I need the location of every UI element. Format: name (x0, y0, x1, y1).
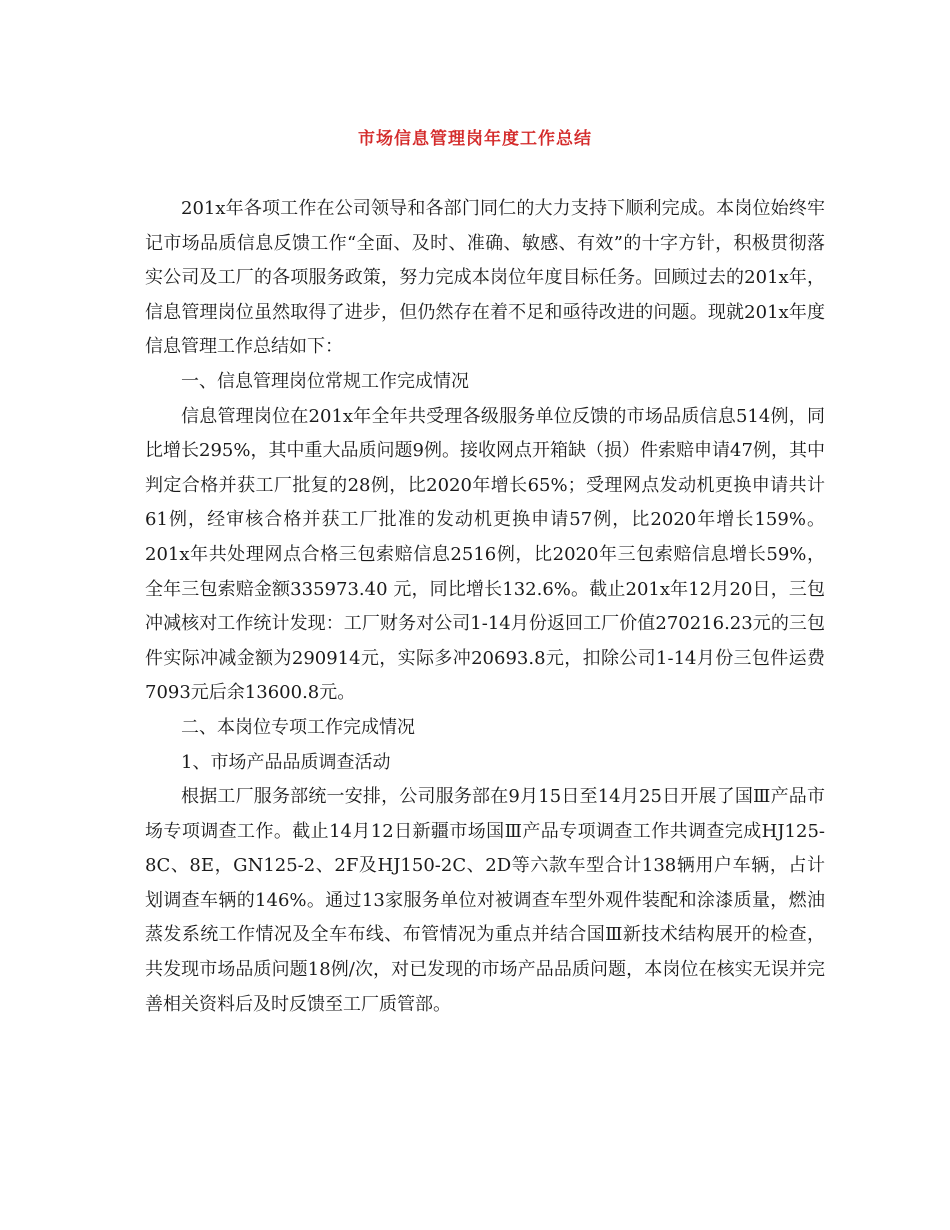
paragraph-intro: 201x年各项工作在公司领导和各部门同仁的大力支持下顺利完成。本岗位始终牢记市场品质信息反馈工作“全面、及时、准确、敏感、有效”的十字方针，积极贯彻落实公司及工厂的各项服务政策，努力完成本岗位年度目标任务。回顾过去的201x年，信息管理岗位虽然取得了进步，但仍然存在着不足和亟待改进的问题。现就201x年度信息管理工作总结如下： (145, 198, 825, 358)
subsection-heading-1: 1、市场产品品质调查活动 (181, 751, 391, 773)
document-body (145, 192, 825, 1022)
paragraph-subsection-1: 根据工厂服务部统一安排，公司服务部在9月15日至14月25日开展了国Ⅲ产品市场专项调查工作。截止14月12日新疆市场国Ⅲ产品专项调查工作共调查完成HJ125-8C、8E，GN125-2、2F及HJ150-2C、2D等六款车型合计138辆用户车辆，占计划调查车辆的146%。通过13家服务单位对被调查车型外观件装配和涂漆质量，燃油蒸发系统工作情况及全车布线、布管情况为重点并结合国Ⅲ新技术结构展开的检查，共发现市场品质问题18例/次，对已发现的市场产品品质问题，本岗位在核实无误并完善相关资料后及时反馈至工厂质管部。 (145, 786, 825, 1015)
section-heading-1: 一、信息管理岗位常规工作完成情况 (181, 370, 469, 392)
paragraph-section-1: 信息管理岗位在201x年全年共受理各级服务单位反馈的市场品质信息514例，同比增长295%，其中重大品质问题9例。接收网点开箱缺（损）件索赔申请47例，其中判定合格并获工厂批复的28例，比2020年增长65%；受理网点发动机更换申请共计61例，经审核合格并获工厂批准的发动机更换申请57例，比2020年增长159%。 201x年共处理网点合格三包索赔信息2516例，比2020年三包索赔信息增长59%，全年三包索赔金额335973.40 元，同比增长132.6%。截止201x年12月20日，三包冲减核对工作统计发现：工厂财务对公司1-14月份返回工厂价值270216.23元的三包件实际冲减金额为290914元，实际多冲20693.8元，扣除公司1-14月份三包件运费7093元后余13600.8元。 (145, 405, 825, 704)
section-heading-2: 二、本岗位专项工作完成情况 (181, 716, 415, 738)
document-title: 市场信息管理岗年度工作总结 (358, 129, 592, 149)
